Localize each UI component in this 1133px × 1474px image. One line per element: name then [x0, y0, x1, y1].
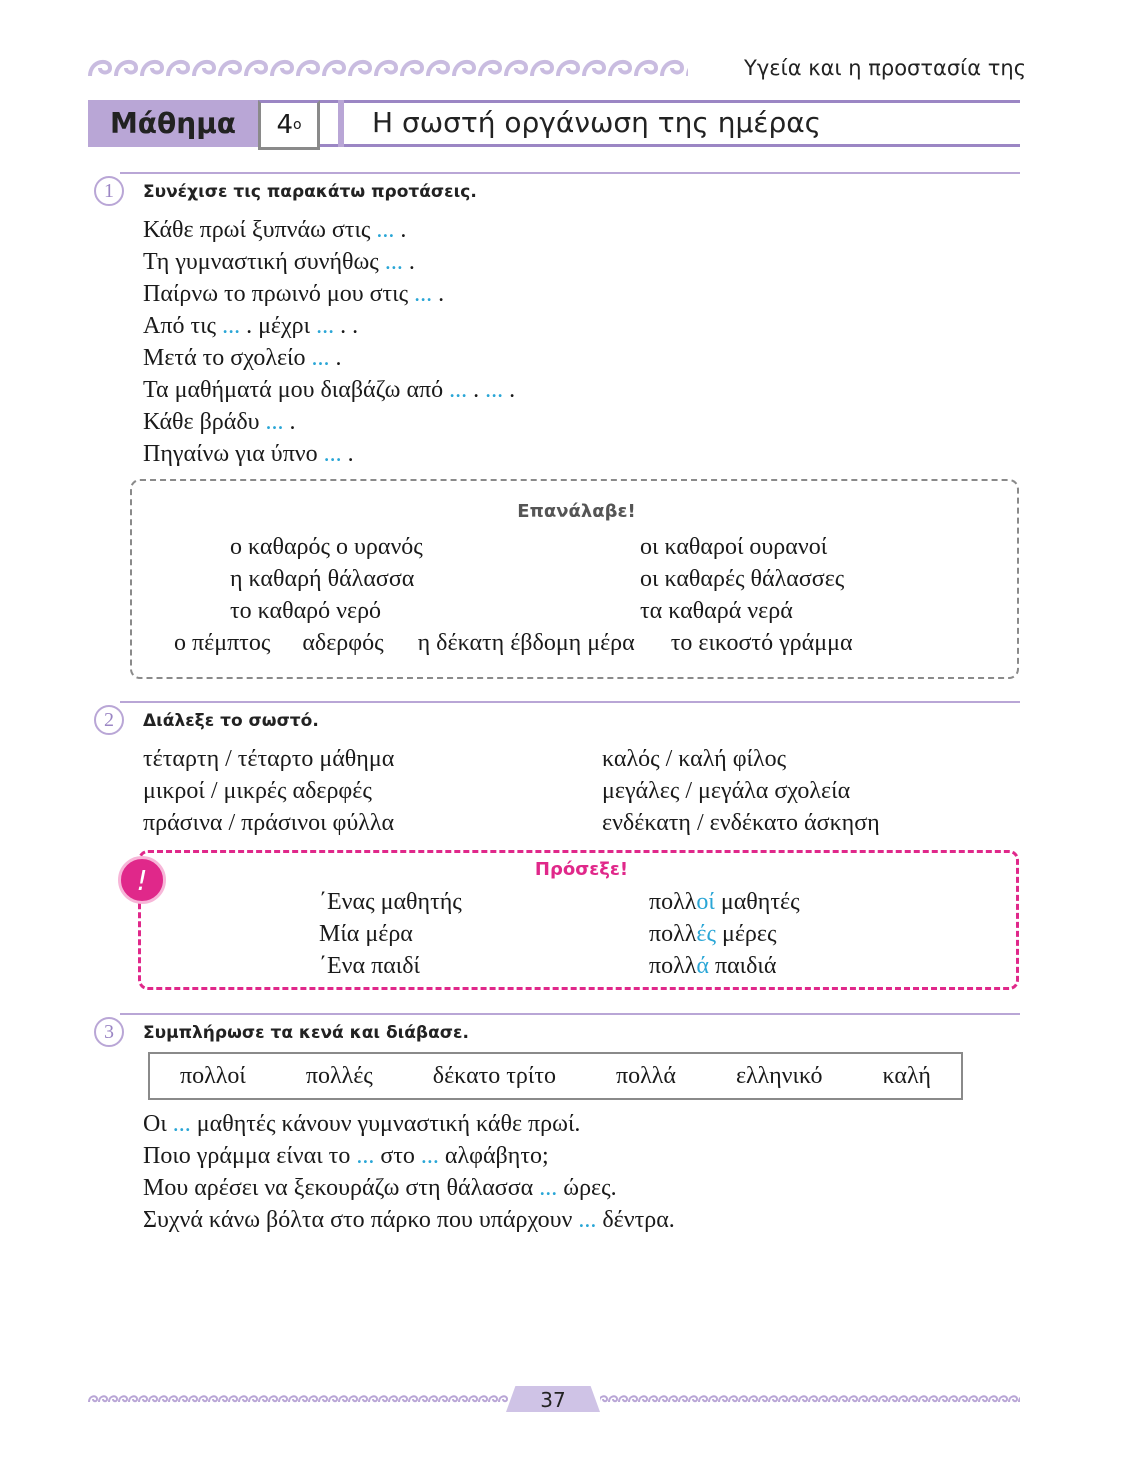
sentence-text: Πηγαίνω για ύπνο: [143, 441, 324, 467]
notice-phrase: [649, 918, 800, 950]
sentence-text: αλφάβητο;: [438, 1143, 549, 1169]
page-number: 37: [540, 1388, 566, 1412]
warning-icon-glyph: !: [136, 863, 148, 897]
blank-placeholder: ...: [311, 345, 330, 371]
exercise-2-number: 2: [94, 705, 124, 735]
repeat-phrase: το καθαρό νερό: [230, 598, 382, 624]
sentence-text: .: [503, 377, 516, 403]
sentence-text: .: [467, 377, 486, 403]
blank-placeholder: ...: [420, 1143, 439, 1169]
lesson-divider: [338, 100, 344, 147]
sentence-text: .: [402, 249, 415, 275]
sentence-line: [143, 1204, 675, 1236]
blank-placeholder: ...: [414, 281, 433, 307]
sentence-text: .: [329, 345, 342, 371]
sentence-text: . .: [334, 313, 359, 339]
sentence-text: στο: [374, 1143, 421, 1169]
notice-left-column: [319, 886, 462, 982]
sentence-text: πολλ: [649, 921, 697, 947]
blank-placeholder: ...: [485, 377, 504, 403]
lesson-number-suffix: ο: [292, 117, 302, 133]
repeat-bottom-item: η δέκατη έβδομη μέρα: [417, 630, 635, 656]
repeat-bottom-item: το εικοστό γράμμα: [670, 630, 853, 656]
blank-placeholder: ές: [696, 921, 716, 947]
warning-icon: [118, 856, 166, 904]
repeat-right-column: [640, 531, 844, 627]
sentence-text: .: [283, 409, 296, 435]
choice-item: μικροί / μικρές αδερφές: [143, 778, 372, 804]
exercise-2-instruction: Διάλεξε το σωστό.: [143, 711, 319, 731]
sentence-text: Οι: [143, 1111, 173, 1137]
exercise-1-line: [120, 172, 1020, 174]
sentence-text: Κάθε βράδυ: [143, 409, 266, 435]
blank-placeholder: ...: [323, 441, 342, 467]
lesson-number-value: 4: [276, 110, 293, 140]
notice-phrase: ΄Ενα παιδί: [319, 953, 420, 979]
choice-item: πράσινα / πράσινοι φύλλα: [143, 810, 395, 836]
sentence-text: μαθητές κάνουν γυμναστική κάθε πρωί.: [190, 1111, 581, 1137]
exercise-1-instruction: Συνέχισε τις παρακάτω προτάσεις.: [143, 182, 477, 202]
lesson-title-bar: [88, 100, 1020, 148]
word-bank-item: δέκατο τρίτο: [432, 1062, 557, 1089]
exercise-1-sentences: [143, 214, 515, 470]
repeat-box-title: Επανάλαβε!: [517, 501, 636, 522]
blank-placeholder: ...: [172, 1111, 191, 1137]
sentence-line: [143, 246, 515, 278]
header-wave-ornament: [88, 54, 688, 82]
sentence-text: . μέχρι: [240, 313, 317, 339]
repeat-phrase: οι καθαροί ουρανοί: [640, 534, 828, 560]
blank-placeholder: ...: [449, 377, 468, 403]
repeat-phrase: η καθαρή θάλασσα: [230, 566, 415, 592]
notice-phrase: ΄Ενας μαθητής: [319, 889, 462, 915]
notice-box: [138, 850, 1019, 990]
sentence-text: Τα μαθήματά μου διαβάζω από: [143, 377, 450, 403]
sentence-line: [143, 310, 515, 342]
sentence-text: μαθητές: [714, 889, 800, 915]
sentence-text: δέντρα.: [596, 1207, 675, 1233]
sentence-line: [143, 214, 515, 246]
choice-item: μεγάλες / μεγάλα σχολεία: [602, 778, 851, 804]
blank-placeholder: ...: [539, 1175, 558, 1201]
notice-box-title: Πρόσεξε!: [534, 859, 629, 880]
sentence-text: Κάθε πρωί ξυπνάω στις: [143, 217, 377, 243]
notice-phrase: [649, 886, 800, 918]
blank-placeholder: ...: [316, 313, 335, 339]
notice-phrase: [649, 950, 800, 982]
exercise-3-line: [120, 1013, 1020, 1015]
exercise-3-number: 3: [94, 1017, 124, 1047]
lesson-title: Η σωστή οργάνωση της ημέρας: [372, 106, 822, 139]
repeat-box: [130, 479, 1019, 679]
blank-placeholder: ...: [222, 313, 241, 339]
word-bank-item: πολλές: [305, 1062, 373, 1089]
exercise-2-right-column: [602, 743, 880, 839]
repeat-phrase: οι καθαρές θάλασσες: [640, 566, 845, 592]
sentence-text: Ποιο γράμμα είναι το: [143, 1143, 357, 1169]
exercise-3-instruction: Συμπλήρωσε τα κενά και διάβασε.: [143, 1023, 469, 1043]
sentence-text: .: [341, 441, 354, 467]
notice-phrase: Μία μέρα: [319, 921, 413, 947]
lesson-number: [258, 100, 320, 150]
sentence-line: [143, 342, 515, 374]
sentence-line: [143, 406, 515, 438]
sentence-text: Συχνά κάνω βόλτα στο πάρκο που υπάρχουν: [143, 1207, 579, 1233]
choice-item: ενδέκατη / ενδέκατο άσκηση: [602, 810, 880, 836]
unit-title: Υγεία και η προστασία της: [744, 56, 1027, 80]
blank-placeholder: ...: [265, 409, 284, 435]
sentence-line: [143, 1172, 675, 1204]
sentence-text: μέρες: [715, 921, 777, 947]
sentence-line: [143, 374, 515, 406]
blank-placeholder: ά: [696, 953, 709, 979]
repeat-left-column: [230, 531, 423, 627]
sentence-text: .: [432, 281, 445, 307]
exercise-2-line: [120, 701, 1020, 703]
sentence-text: Μου αρέσει να ξεκουράζω στη θάλασσα: [143, 1175, 540, 1201]
blank-placeholder: οί: [696, 889, 715, 915]
word-bank: [148, 1052, 963, 1100]
sentence-line: [143, 278, 515, 310]
sentence-line: [143, 438, 515, 470]
notice-right-column: [649, 886, 800, 982]
repeat-bottom-item: ο πέμπτος: [174, 630, 271, 656]
blank-placeholder: ...: [356, 1143, 375, 1169]
choice-item: καλός / καλή φίλος: [602, 746, 787, 772]
exercise-1-number: 1: [94, 176, 124, 206]
sentence-text: πολλ: [649, 953, 697, 979]
blank-placeholder: ...: [376, 217, 395, 243]
word-bank-item: πολλά: [616, 1062, 676, 1089]
blank-placeholder: ...: [578, 1207, 597, 1233]
lesson-label: Μάθημα: [88, 100, 258, 147]
repeat-bottom-item: αδερφός: [302, 630, 384, 656]
repeat-bottom-row: [174, 627, 853, 659]
exercise-3-sentences: [143, 1108, 675, 1236]
choice-item: τέταρτη / τέταρτο μάθημα: [143, 746, 395, 772]
exercise-2-left-column: [143, 743, 394, 839]
sentence-text: πολλ: [649, 889, 697, 915]
sentence-text: Μετά το σχολείο: [143, 345, 312, 371]
sentence-line: [143, 1140, 675, 1172]
sentence-text: Παίρνω το πρωινό μου στις: [143, 281, 415, 307]
sentence-text: παιδιά: [708, 953, 777, 979]
blank-placeholder: ...: [384, 249, 403, 275]
word-bank-item: καλή: [882, 1062, 931, 1089]
word-bank-item: ελληνικό: [735, 1062, 823, 1089]
sentence-text: .: [394, 217, 407, 243]
sentence-text: ώρες.: [557, 1175, 617, 1201]
sentence-text: Τη γυμναστική συνήθως: [143, 249, 385, 275]
repeat-phrase: τα καθαρά νερά: [640, 598, 793, 624]
sentence-line: [143, 1108, 675, 1140]
sentence-text: Από τις: [143, 313, 223, 339]
word-bank-item: πολλοί: [179, 1062, 246, 1089]
repeat-phrase: ο καθαρός ο υρανός: [230, 534, 423, 560]
